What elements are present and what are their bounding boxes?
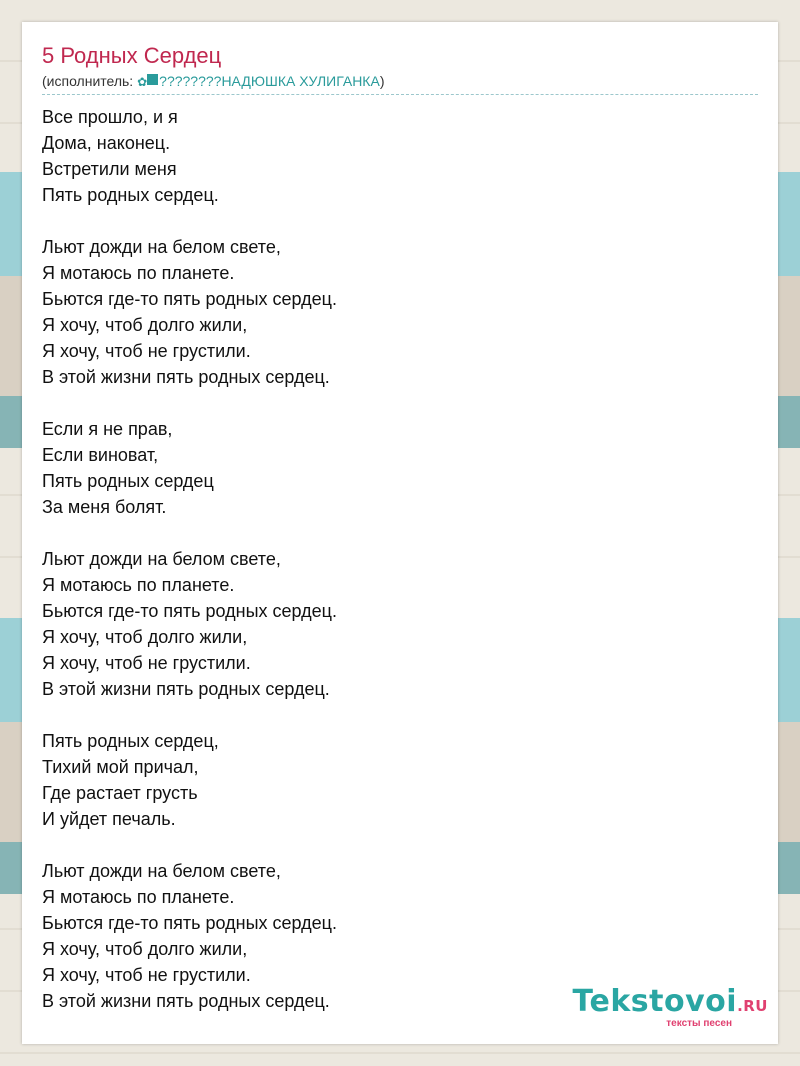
lyrics-line: Льют дожди на белом свете, — [42, 549, 281, 569]
lyrics-line: Бьются где-то пять родных сердец. — [42, 913, 337, 933]
lyrics-line: Я мотаюсь по планете. — [42, 887, 235, 907]
lyrics-stanza — [42, 728, 337, 832]
lyrics-line: Если я не прав, — [42, 419, 173, 439]
lyrics-line: В этой жизни пять родных сердец. — [42, 367, 330, 387]
lyrics-line: В этой жизни пять родных сердец. — [42, 991, 330, 1011]
lyrics-line: Встретили меня — [42, 159, 177, 179]
lyrics-line: В этой жизни пять родных сердец. — [42, 679, 330, 699]
logo-tld: .RU — [737, 997, 768, 1015]
lyrics-stanza — [42, 234, 337, 390]
lyrics-line: Льют дожди на белом свете, — [42, 861, 281, 881]
logo-tagline: тексты песен — [666, 1018, 732, 1029]
artist-line — [42, 72, 384, 91]
lyrics-card — [22, 22, 778, 1044]
divider — [42, 94, 758, 95]
song-title: 5 Родных Сердец — [42, 43, 222, 68]
lyrics-text — [42, 104, 337, 1014]
lyrics-line: Пять родных сердец — [42, 471, 214, 491]
square-icon — [147, 74, 158, 85]
lyrics-line: Тихий мой причал, — [42, 757, 199, 777]
logo-wordmark — [573, 986, 768, 1022]
lyrics-line: Я хочу, чтоб не грустили. — [42, 341, 251, 361]
lyrics-line: Я хочу, чтоб долго жили, — [42, 939, 248, 959]
lyrics-line: Пять родных сердец, — [42, 731, 219, 751]
artist-link[interactable] — [137, 73, 380, 89]
lyrics-stanza — [42, 416, 337, 520]
artist-prefix: (исполнитель: — [42, 73, 138, 89]
site-logo[interactable] — [573, 986, 768, 1030]
lyrics-line: Если виноват, — [42, 445, 159, 465]
logo-main-text: Tekstovoi — [572, 984, 738, 1019]
lyrics-line: Бьются где-то пять родных сердец. — [42, 601, 337, 621]
lyrics-line: Я хочу, чтоб долго жили, — [42, 627, 248, 647]
flower-icon: ✿ — [137, 75, 148, 89]
lyrics-line: Дома, наконец. — [42, 133, 171, 153]
artist-name: ????????НАДЮШКА ХУЛИГАНКА — [159, 73, 380, 89]
lyrics-line: Где растает грусть — [42, 783, 198, 803]
lyrics-line: Я мотаюсь по планете. — [42, 575, 235, 595]
lyrics-line: За меня болят. — [42, 497, 167, 517]
lyrics-line: И уйдет печаль. — [42, 809, 176, 829]
lyrics-line: Я мотаюсь по планете. — [42, 263, 235, 283]
artist-suffix: ) — [379, 73, 385, 89]
lyrics-stanza — [42, 104, 337, 208]
lyrics-line: Бьются где-то пять родных сердец. — [42, 289, 337, 309]
lyrics-line: Льют дожди на белом свете, — [42, 237, 281, 257]
lyrics-line: Я хочу, чтоб не грустили. — [42, 965, 251, 985]
lyrics-stanza — [42, 546, 337, 702]
lyrics-line: Все прошло, и я — [42, 107, 178, 127]
lyrics-line: Я хочу, чтоб долго жили, — [42, 315, 248, 335]
lyrics-line: Я хочу, чтоб не грустили. — [42, 653, 251, 673]
lyrics-line: Пять родных сердец. — [42, 185, 219, 205]
lyrics-stanza — [42, 858, 337, 1014]
